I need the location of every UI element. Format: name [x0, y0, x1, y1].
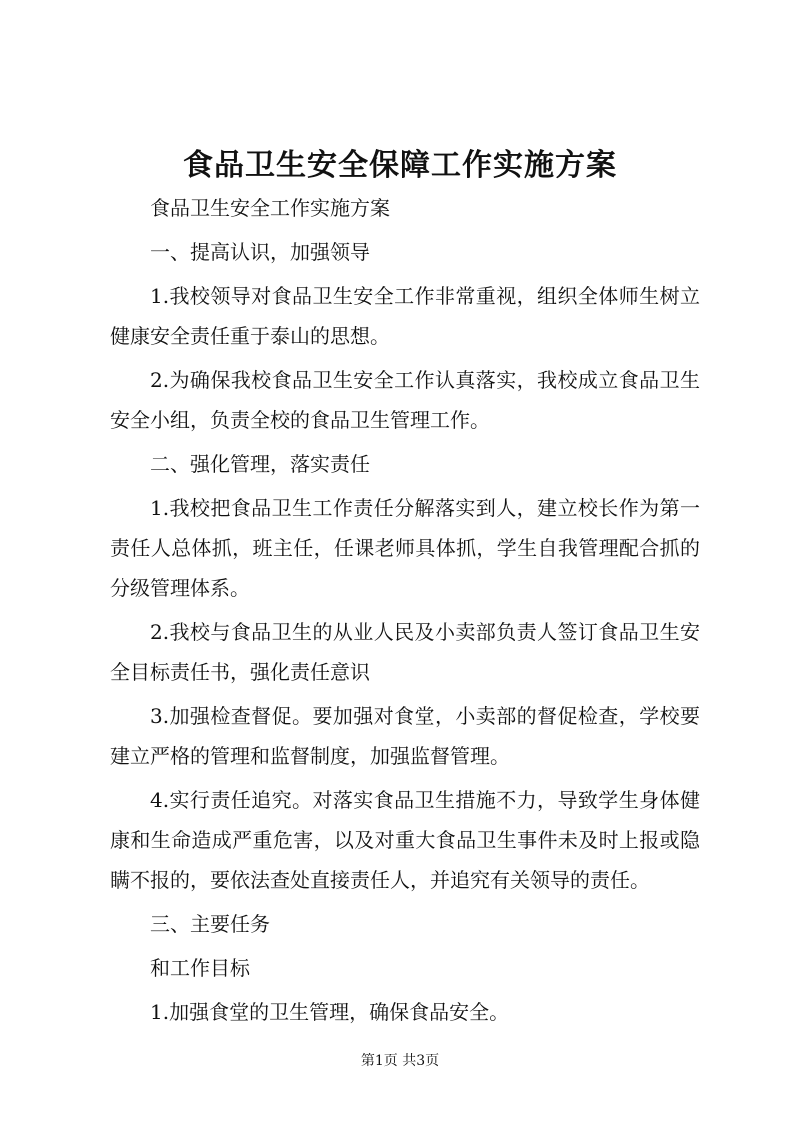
paragraph: 1.我校把食品卫生工作责任分解落实到人，建立校长作为第一责任人总体抓，班主任，任课老师具体抓，学生自我管理配合抓的分级管理体系。	[110, 496, 700, 600]
page-footer: 第1页 共3页	[360, 1053, 440, 1069]
section-heading: 二、强化管理，落实责任	[150, 452, 370, 476]
section-heading: 一、提高认识，加强领导	[150, 240, 370, 264]
paragraph: 2.我校与食品卫生的从业人民及小卖部负责人签订食品卫生安全目标责任书，强化责任意识	[110, 620, 700, 684]
paragraph: 4.实行责任追究。对落实食品卫生措施不力，导致学生身体健康和生命造成严重危害，以及对重大食品卫生事件未及时上报或隐瞒不报的，要依法查处直接责任人，并追究有关领导的责任。	[110, 788, 700, 892]
paragraph: 3.加强检查督促。要加强对食堂，小卖部的督促检查，学校要建立严格的管理和监督制度，加强监督管理。	[110, 704, 700, 768]
document-body	[110, 188, 700, 1036]
document-title: 食品卫生安全保障工作实施方案	[183, 148, 617, 183]
paragraph: 食品卫生安全工作实施方案	[150, 196, 390, 220]
section-heading: 三、主要任务	[150, 912, 270, 936]
paragraph: 和工作目标	[150, 956, 250, 980]
paragraph: 1.加强食堂的卫生管理，确保食品安全。	[150, 1000, 510, 1024]
paragraph: 2.为确保我校食品卫生安全工作认真落实，我校成立食品卫生安全小组，负责全校的食品卫生管理工作。	[110, 368, 700, 432]
paragraph: 1.我校领导对食品卫生安全工作非常重视，组织全体师生树立健康安全责任重于泰山的思想。	[110, 284, 700, 348]
